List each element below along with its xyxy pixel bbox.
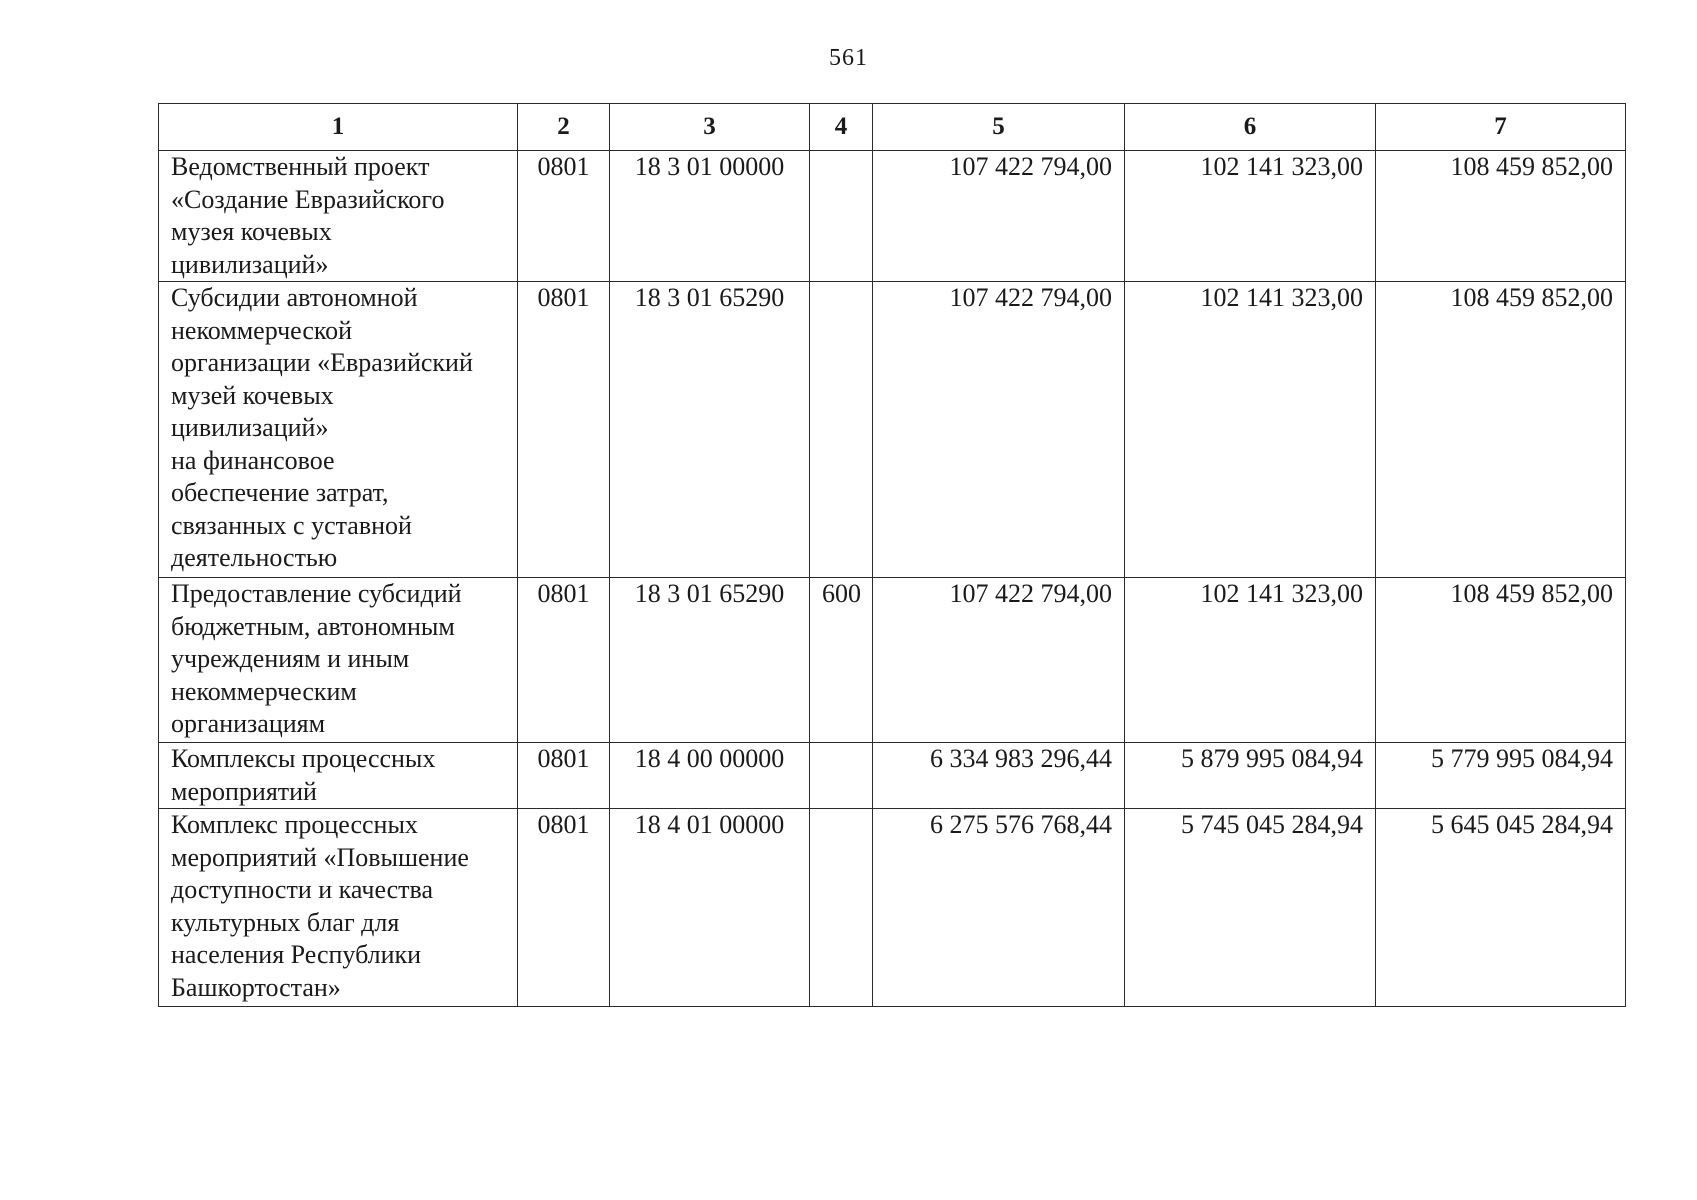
name-line: организациям	[171, 709, 326, 738]
target-code-cell: 18 4 00 00000	[610, 743, 810, 809]
name-line: населения Республики	[171, 940, 422, 969]
target-code-cell: 18 4 01 00000	[610, 809, 810, 1007]
target-code-cell: 18 3 01 00000	[610, 151, 810, 282]
name-line: связанных с уставной	[171, 510, 412, 540]
column-header: 2	[518, 104, 610, 151]
name-line: музей кочевых	[171, 380, 334, 410]
expense-type-cell: 600	[810, 578, 873, 743]
amount-3-cell: 108 459 852,00	[1376, 151, 1626, 282]
table-row	[159, 743, 1626, 809]
amount-1-cell: 107 422 794,00	[873, 578, 1125, 743]
table-row	[159, 578, 1626, 743]
amount-2-cell: 102 141 323,00	[1125, 151, 1376, 282]
name-line: некоммерческой	[171, 315, 353, 345]
name-line: организации «Евразийский	[171, 348, 473, 377]
column-header: 6	[1125, 104, 1376, 151]
table-row	[159, 151, 1626, 282]
name-line: бюджетным, автономным	[171, 611, 455, 641]
page-number: 561	[829, 45, 868, 71]
amount-2-cell: 5 879 995 084,94	[1125, 743, 1376, 809]
name-line: Ведомственный проект	[171, 152, 430, 181]
column-header: 1	[159, 104, 518, 151]
name-line: музея кочевых	[171, 217, 332, 246]
table-row	[159, 282, 1626, 578]
amount-3-cell: 108 459 852,00	[1376, 282, 1626, 578]
amount-3-cell: 108 459 852,00	[1376, 578, 1626, 743]
name-line: Предоставление субсидий	[171, 579, 462, 608]
name-line: Комплексы процессных	[171, 744, 436, 773]
name-line: Комплекс процессных	[171, 810, 418, 839]
name-line: некоммерческим	[171, 676, 357, 706]
section-code-cell: 0801	[518, 578, 610, 743]
section-code-cell: 0801	[518, 282, 610, 578]
name-line: обеспечение затрат,	[171, 478, 389, 507]
name-line: Башкортостан»	[171, 972, 341, 1002]
expense-type-cell	[810, 282, 873, 578]
section-code-cell: 0801	[518, 809, 610, 1007]
amount-1-cell: 107 422 794,00	[873, 282, 1125, 578]
expense-type-cell	[810, 151, 873, 282]
section-code-cell: 0801	[518, 151, 610, 282]
table-row	[159, 809, 1626, 1007]
amount-1-cell: 6 334 983 296,44	[873, 743, 1125, 809]
expense-type-cell	[810, 809, 873, 1007]
name-line: учреждениям и иным	[171, 644, 410, 673]
column-header: 5	[873, 104, 1125, 151]
name-line: деятельностью	[171, 543, 338, 572]
row-name-cell	[159, 578, 518, 743]
amount-2-cell: 5 745 045 284,94	[1125, 809, 1376, 1007]
section-code-cell: 0801	[518, 743, 610, 809]
amount-1-cell: 6 275 576 768,44	[873, 809, 1125, 1007]
name-line: цивилизаций»	[171, 249, 329, 279]
name-line: культурных благ для	[171, 907, 400, 937]
table-header-row	[159, 104, 1626, 151]
amount-3-cell: 5 779 995 084,94	[1376, 743, 1626, 809]
amount-3-cell: 5 645 045 284,94	[1376, 809, 1626, 1007]
amount-2-cell: 102 141 323,00	[1125, 282, 1376, 578]
name-line: на финансовое	[171, 445, 335, 475]
name-line: «Создание Евразийского	[171, 184, 445, 214]
target-code-cell: 18 3 01 65290	[610, 578, 810, 743]
name-line: доступности и качества	[171, 875, 434, 904]
budget-table	[158, 103, 1626, 1007]
row-name-cell	[159, 809, 518, 1007]
name-line: Субсидии автономной	[171, 283, 418, 312]
row-name-cell	[159, 743, 518, 809]
column-header: 7	[1376, 104, 1626, 151]
target-code-cell: 18 3 01 65290	[610, 282, 810, 578]
column-header: 3	[610, 104, 810, 151]
expense-type-cell	[810, 743, 873, 809]
row-name-cell	[159, 282, 518, 578]
amount-1-cell: 107 422 794,00	[873, 151, 1125, 282]
name-line: мероприятий	[171, 776, 317, 806]
amount-2-cell: 102 141 323,00	[1125, 578, 1376, 743]
row-name-cell	[159, 151, 518, 282]
name-line: мероприятий «Повышение	[171, 842, 469, 872]
column-header: 4	[810, 104, 873, 151]
name-line: цивилизаций»	[171, 413, 329, 442]
